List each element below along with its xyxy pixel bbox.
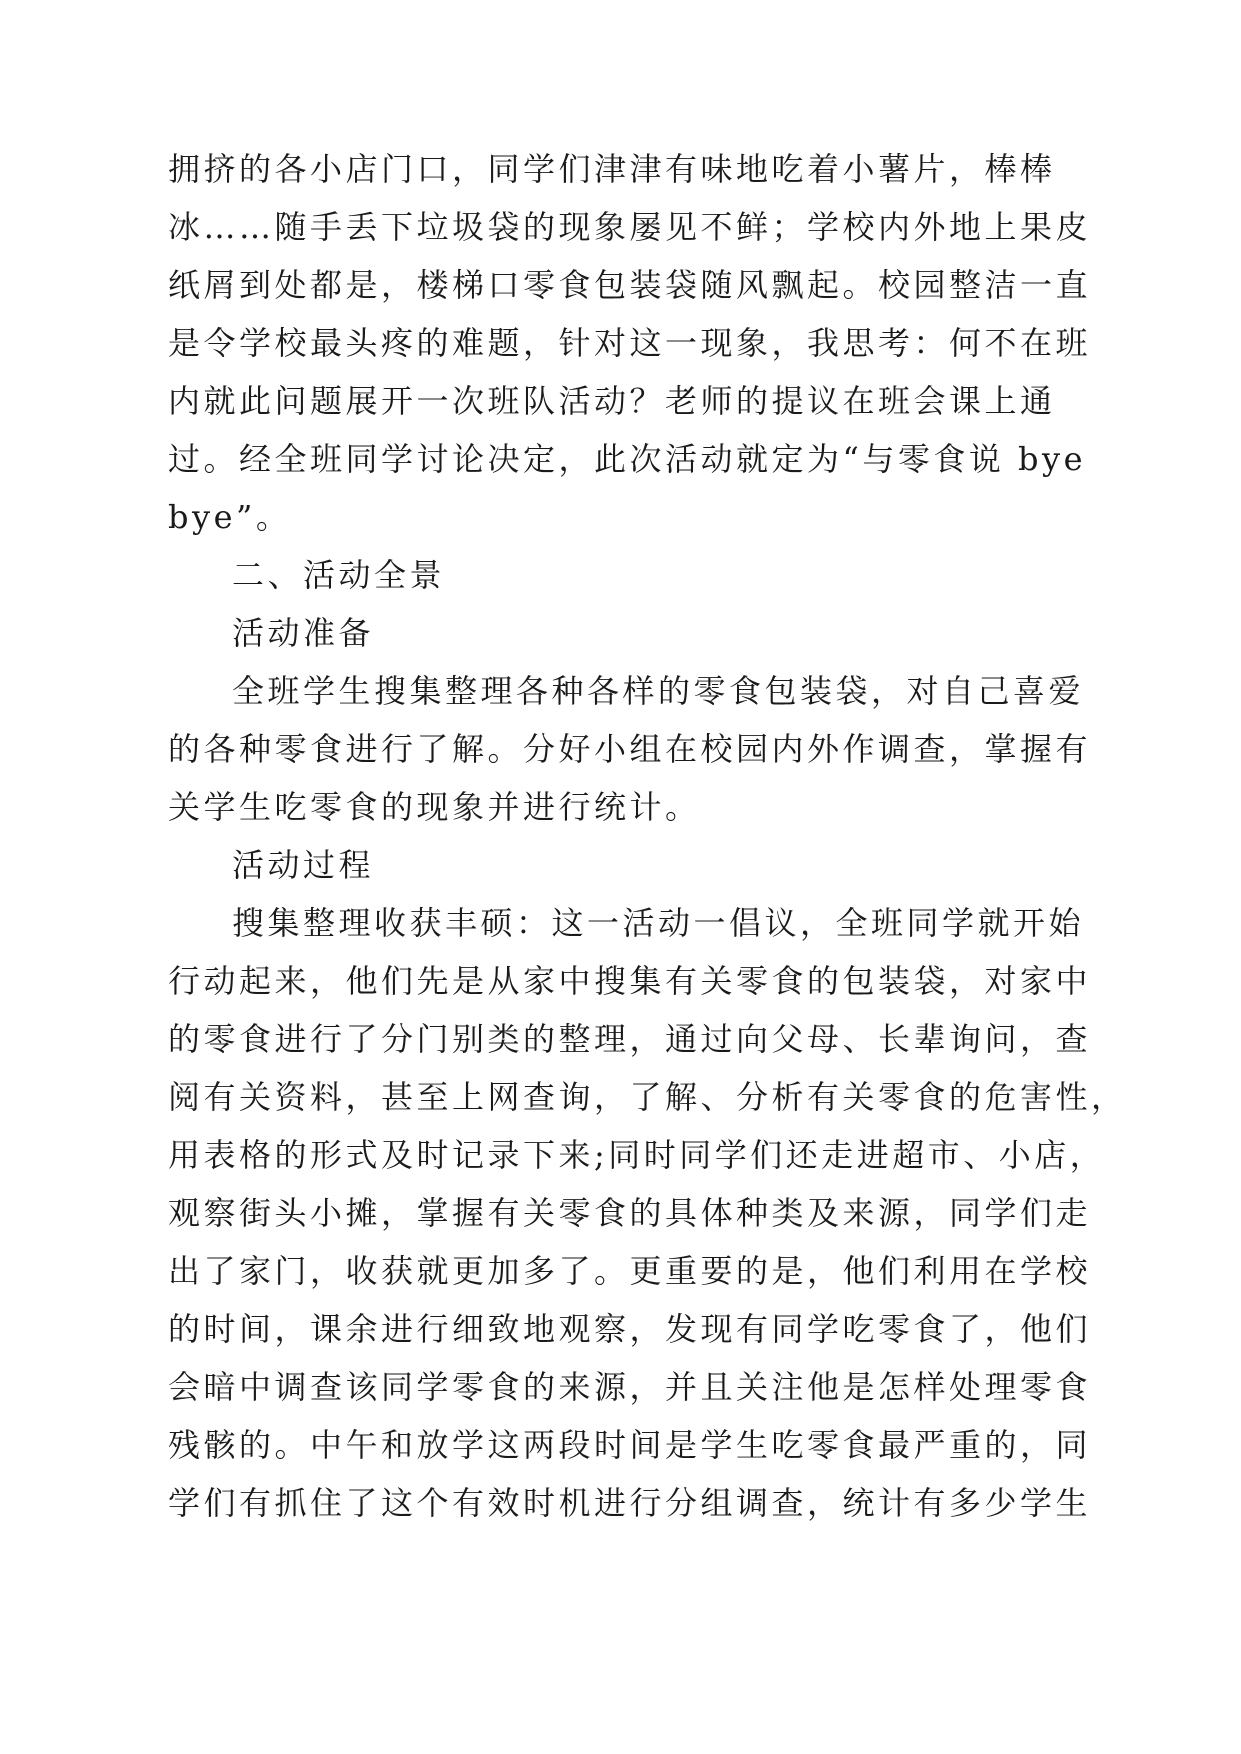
text-line: 内就此问题展开一次班队活动？老师的提议在班会课上通 [168, 382, 1056, 420]
text-line: 是令学校最头疼的难题，针对这一现象，我思考：何不在班 [168, 324, 1092, 362]
text-line: 冰……随手丢下垃圾袋的现象屡见不鲜；学校内外地上果皮 [168, 208, 1092, 246]
subsection-heading: 活动准备 [232, 614, 375, 652]
section-heading: 二、活动全景 [232, 556, 446, 594]
text-line: 行动起来，他们先是从家中搜集有关零食的包装袋，对家中 [168, 962, 1092, 1000]
text-line: 出了家门，收获就更加多了。更重要的是，他们利用在学校 [168, 1252, 1092, 1290]
text-line: 全班学生搜集整理各种各样的零食包装袋，对自己喜爱 [232, 672, 1085, 710]
text-line: 观察街头小摊，掌握有关零食的具体种类及来源，同学们走 [168, 1194, 1092, 1232]
text-line: 纸屑到处都是，楼梯口零食包装袋随风飘起。校园整洁一直 [168, 266, 1092, 304]
text-line: 的时间，课余进行细致地观察，发现有同学吃零食了，他们 [168, 1310, 1092, 1348]
subsection-heading: 活动过程 [232, 846, 375, 884]
text-line: 搜集整理收获丰硕：这一活动一倡议，全班同学就开始 [232, 904, 1085, 942]
text-line: 阅有关资料，甚至上网查询，了解、分析有关零食的危害性， [168, 1078, 1127, 1116]
text-line: 的零食进行了分门别类的整理，通过向父母、长辈询问，查 [168, 1020, 1092, 1058]
text-line: 拥挤的各小店门口，同学们津津有味地吃着小薯片，棒棒 [168, 150, 1056, 188]
text-line: 关学生吃零食的现象并进行统计。 [168, 788, 701, 826]
text-line: 的各种零食进行了解。分好小组在校园内外作调查，掌握有 [168, 730, 1092, 768]
text-line: 过。经全班同学讨论决定，此次活动就定为“与零食说 bye [168, 440, 1087, 478]
text-line: 学们有抓住了这个有效时机进行分组调查，统计有多少学生 [168, 1484, 1092, 1522]
text-line: bye”。 [168, 498, 292, 536]
text-line: 用表格的形式及时记录下来;同时同学们还走进超市、小店， [168, 1136, 1106, 1174]
text-line: 会暗中调查该同学零食的来源，并且关注他是怎样处理零食 [168, 1368, 1092, 1406]
text-line: 残骸的。中午和放学这两段时间是学生吃零食最严重的，同 [168, 1426, 1092, 1464]
